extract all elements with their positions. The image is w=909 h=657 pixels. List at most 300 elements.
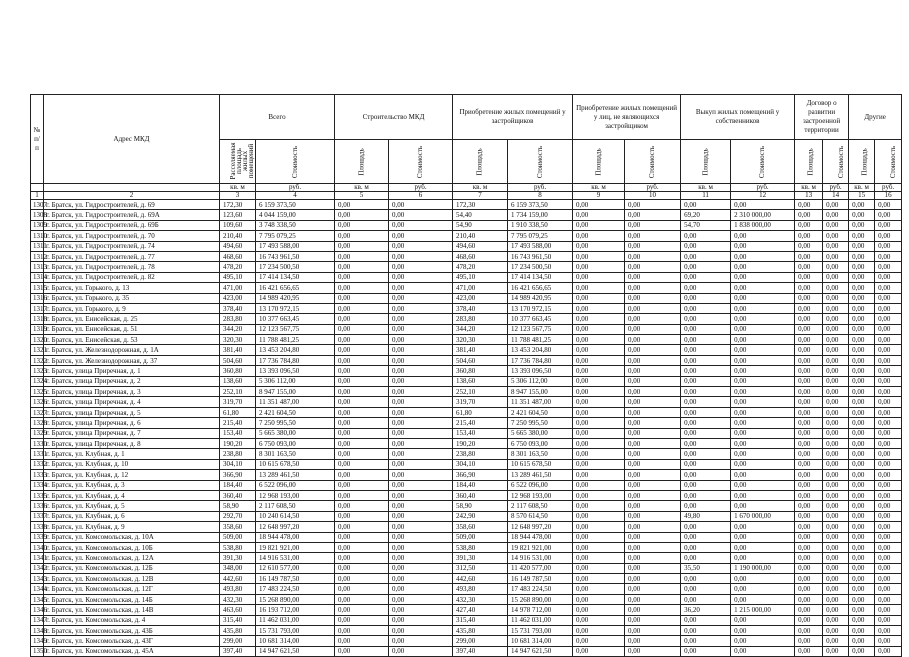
row-number-cell: 1331: [31, 449, 44, 459]
value-cell: 0,00: [573, 376, 625, 386]
value-cell: 0,00: [573, 366, 625, 376]
value-cell: 17 234 500,50: [256, 262, 335, 272]
value-cell: 0,00: [731, 615, 795, 625]
value-cell: 12 648 997,20: [508, 522, 573, 532]
value-cell: 11 351 487,00: [508, 397, 573, 407]
subheader-cost: [625, 140, 681, 184]
value-cell: 0,00: [731, 636, 795, 646]
value-cell: 0,00: [573, 449, 625, 459]
value-cell: 0,00: [681, 615, 731, 625]
value-cell: 0,00: [389, 542, 453, 552]
value-cell: 0,00: [731, 480, 795, 490]
address-cell: г. Братск, ул. Комсомольская, д. 14Б: [44, 594, 220, 604]
row-number-cell: 1309: [31, 220, 44, 230]
value-cell: 10 377 663,45: [256, 314, 335, 324]
table-row: [31, 345, 902, 355]
value-cell: 0,00: [731, 366, 795, 376]
value-cell: 0,00: [731, 241, 795, 251]
table-row: [31, 283, 902, 293]
value-cell: 0,00: [849, 511, 875, 521]
value-cell: 435,80: [220, 626, 256, 636]
value-cell: 0,00: [681, 231, 731, 241]
value-cell: 0,00: [875, 220, 902, 230]
value-cell: 0,00: [573, 251, 625, 261]
address-cell: г. Братск, ул. Клубная, д. 6: [44, 511, 220, 521]
column-number: 1: [31, 192, 44, 200]
subheader-label: Площадь: [357, 147, 366, 176]
value-cell: 252,10: [220, 387, 256, 397]
row-number-cell: 1335: [31, 490, 44, 500]
value-cell: 0,00: [573, 231, 625, 241]
value-cell: 0,00: [875, 563, 902, 573]
value-cell: 0,00: [823, 376, 849, 386]
value-cell: 319,70: [220, 397, 256, 407]
value-cell: 19 821 921,00: [256, 542, 335, 552]
column-number: 13: [795, 192, 823, 200]
row-number-cell: 1310: [31, 231, 44, 241]
value-cell: 0,00: [875, 210, 902, 220]
value-cell: 0,00: [681, 376, 731, 386]
value-cell: 0,00: [849, 272, 875, 282]
value-cell: 0,00: [823, 335, 849, 345]
table-row: [31, 449, 902, 459]
value-cell: 0,00: [875, 293, 902, 303]
value-cell: 2 310 000,00: [731, 210, 795, 220]
value-cell: 5 665 380,00: [508, 428, 573, 438]
value-cell: 0,00: [849, 563, 875, 573]
value-cell: 0,00: [625, 272, 681, 282]
value-cell: 442,60: [220, 574, 256, 584]
value-cell: 0,00: [681, 241, 731, 251]
value-cell: 0,00: [823, 553, 849, 563]
value-cell: 0,00: [795, 324, 823, 334]
value-cell: 0,00: [849, 522, 875, 532]
value-cell: 10 240 614,50: [256, 511, 335, 521]
value-cell: 0,00: [875, 449, 902, 459]
value-cell: 0,00: [335, 200, 389, 210]
value-cell: 184,40: [220, 480, 256, 490]
value-cell: 495,10: [220, 272, 256, 282]
value-cell: 0,00: [625, 511, 681, 521]
value-cell: 0,00: [335, 594, 389, 604]
value-cell: 0,00: [849, 532, 875, 542]
unit-cost: руб.: [731, 184, 795, 192]
column-number: 14: [823, 192, 849, 200]
subheader-cost: [875, 140, 902, 184]
value-cell: 0,00: [625, 220, 681, 230]
value-cell: 8 947 155,00: [508, 387, 573, 397]
value-cell: 0,00: [625, 459, 681, 469]
value-cell: 0,00: [625, 594, 681, 604]
value-cell: 0,00: [625, 532, 681, 542]
value-cell: 11 462 031,00: [256, 615, 335, 625]
address-cell: г. Братск, улица Приречная, д. 1: [44, 366, 220, 376]
subheader-cost: [508, 140, 573, 184]
header-group-total: Всего: [220, 95, 335, 140]
value-cell: 0,00: [731, 490, 795, 500]
value-cell: 0,00: [573, 459, 625, 469]
value-cell: 0,00: [389, 480, 453, 490]
value-cell: 0,00: [849, 584, 875, 594]
table-row: [31, 605, 902, 615]
value-cell: 0,00: [389, 605, 453, 615]
value-cell: 0,00: [389, 574, 453, 584]
value-cell: 0,00: [875, 438, 902, 448]
value-cell: 8 570 614,50: [508, 511, 573, 521]
value-cell: 0,00: [849, 262, 875, 272]
row-number-cell: 1322: [31, 355, 44, 365]
value-cell: 0,00: [625, 262, 681, 272]
address-cell: г. Братск, ул. Клубная, д. 5: [44, 501, 220, 511]
value-cell: 0,00: [573, 324, 625, 334]
column-number: 16: [875, 192, 902, 200]
value-cell: 0,00: [849, 459, 875, 469]
value-cell: 0,00: [625, 574, 681, 584]
value-cell: 0,00: [849, 449, 875, 459]
header-group-nondeveloper-purchase: Приобретение жилых помещений у лиц, не являющихся застройщиком: [573, 95, 681, 140]
value-cell: 0,00: [849, 636, 875, 646]
value-cell: 172,30: [453, 200, 508, 210]
value-cell: 19 821 921,00: [508, 542, 573, 552]
value-cell: 0,00: [681, 200, 731, 210]
value-cell: 493,80: [220, 584, 256, 594]
value-cell: 138,60: [220, 376, 256, 386]
value-cell: 0,00: [389, 262, 453, 272]
value-cell: 0,00: [335, 418, 389, 428]
value-cell: 54,90: [453, 220, 508, 230]
value-cell: 348,00: [220, 563, 256, 573]
value-cell: 0,00: [795, 480, 823, 490]
value-cell: 0,00: [849, 324, 875, 334]
value-cell: 0,00: [625, 407, 681, 417]
address-cell: г. Братск, ул. Комсомольская, д. 4: [44, 615, 220, 625]
value-cell: 0,00: [875, 594, 902, 604]
address-cell: г. Братск, ул. Горького, д. 13: [44, 283, 220, 293]
value-cell: 0,00: [625, 449, 681, 459]
table-row: [31, 355, 902, 365]
table-body: [31, 200, 902, 657]
value-cell: 8 947 155,00: [256, 387, 335, 397]
value-cell: 0,00: [335, 470, 389, 480]
value-cell: 0,00: [823, 345, 849, 355]
unit-area: кв. м: [681, 184, 731, 192]
value-cell: 0,00: [731, 345, 795, 355]
value-cell: 13 289 461,50: [256, 470, 335, 480]
value-cell: 238,80: [453, 449, 508, 459]
value-cell: 0,00: [823, 231, 849, 241]
value-cell: 0,00: [731, 542, 795, 552]
value-cell: 0,00: [795, 220, 823, 230]
value-cell: 0,00: [625, 470, 681, 480]
value-cell: 0,00: [875, 355, 902, 365]
value-cell: 0,00: [335, 542, 389, 552]
value-cell: 360,40: [220, 490, 256, 500]
value-cell: 0,00: [335, 563, 389, 573]
row-number-cell: 1313: [31, 262, 44, 272]
value-cell: 6 159 373,50: [508, 200, 573, 210]
value-cell: 0,00: [335, 220, 389, 230]
table-row: [31, 563, 902, 573]
value-cell: 0,00: [795, 563, 823, 573]
value-cell: 391,30: [453, 553, 508, 563]
value-cell: 0,00: [573, 522, 625, 532]
address-cell: г. Братск, ул. Гидростроителей, д. 82: [44, 272, 220, 282]
value-cell: 0,00: [795, 314, 823, 324]
value-cell: 0,00: [573, 418, 625, 428]
value-cell: 0,00: [335, 241, 389, 251]
value-cell: 0,00: [389, 532, 453, 542]
value-cell: 0,00: [573, 272, 625, 282]
value-cell: 0,00: [795, 241, 823, 251]
value-cell: 12 648 997,20: [256, 522, 335, 532]
table-row: [31, 231, 902, 241]
row-number-cell: 1338: [31, 522, 44, 532]
value-cell: 6 522 096,00: [256, 480, 335, 490]
address-cell: г. Братск, ул. Гидростроителей, д. 77: [44, 251, 220, 261]
value-cell: 0,00: [875, 626, 902, 636]
value-cell: 0,00: [875, 407, 902, 417]
table-row: [31, 272, 902, 282]
value-cell: 0,00: [389, 553, 453, 563]
value-cell: 14 916 531,00: [256, 553, 335, 563]
value-cell: 12 123 567,75: [256, 324, 335, 334]
value-cell: 0,00: [625, 584, 681, 594]
address-cell: г. Братск, улица Приречная, д. 5: [44, 407, 220, 417]
value-cell: 0,00: [849, 387, 875, 397]
value-cell: 8 301 163,50: [508, 449, 573, 459]
value-cell: 17 414 134,50: [508, 272, 573, 282]
value-cell: 0,00: [573, 532, 625, 542]
row-number-cell: 1328: [31, 418, 44, 428]
value-cell: 0,00: [681, 438, 731, 448]
value-cell: 17 493 588,00: [508, 241, 573, 251]
address-cell: г. Братск, ул. Клубная, д. 12: [44, 470, 220, 480]
row-number-cell: 1342: [31, 563, 44, 573]
value-cell: 7 795 079,25: [256, 231, 335, 241]
column-number: 2: [44, 192, 220, 200]
value-cell: 6 522 096,00: [508, 480, 573, 490]
value-cell: 153,40: [453, 428, 508, 438]
value-cell: 0,00: [795, 636, 823, 646]
unit-area: кв. м: [220, 184, 256, 192]
value-cell: 0,00: [389, 397, 453, 407]
value-cell: 0,00: [625, 355, 681, 365]
value-cell: 0,00: [573, 470, 625, 480]
value-cell: 0,00: [731, 470, 795, 480]
value-cell: 0,00: [875, 522, 902, 532]
value-cell: 0,00: [849, 335, 875, 345]
value-cell: 0,00: [823, 366, 849, 376]
value-cell: 0,00: [573, 407, 625, 417]
column-number: 7: [453, 192, 508, 200]
value-cell: 0,00: [795, 200, 823, 210]
value-cell: 0,00: [823, 210, 849, 220]
value-cell: 0,00: [681, 501, 731, 511]
value-cell: 432,30: [220, 594, 256, 604]
value-cell: 10 615 678,50: [508, 459, 573, 469]
value-cell: 0,00: [731, 553, 795, 563]
row-number-cell: 1325: [31, 387, 44, 397]
row-number-cell: 1323: [31, 366, 44, 376]
value-cell: 0,00: [731, 449, 795, 459]
address-cell: г. Братск, ул. Клубная, д. 10: [44, 459, 220, 469]
value-cell: 14 947 621,50: [508, 646, 573, 656]
value-cell: 391,30: [220, 553, 256, 563]
value-cell: 6 750 093,00: [256, 438, 335, 448]
value-cell: 0,00: [681, 272, 731, 282]
value-cell: 6 750 093,00: [508, 438, 573, 448]
value-cell: 0,00: [795, 438, 823, 448]
value-cell: 495,10: [453, 272, 508, 282]
value-cell: 0,00: [335, 262, 389, 272]
address-cell: г. Братск, ул. Комсомольская, д. 14В: [44, 605, 220, 615]
value-cell: 0,00: [389, 251, 453, 261]
value-cell: 0,00: [681, 522, 731, 532]
value-cell: 0,00: [389, 428, 453, 438]
value-cell: 3 748 338,50: [256, 220, 335, 230]
value-cell: 0,00: [681, 574, 731, 584]
value-cell: 319,70: [453, 397, 508, 407]
value-cell: 0,00: [335, 293, 389, 303]
value-cell: 0,00: [389, 200, 453, 210]
value-cell: 304,10: [220, 459, 256, 469]
value-cell: 0,00: [389, 563, 453, 573]
value-cell: 0,00: [875, 231, 902, 241]
value-cell: 0,00: [795, 501, 823, 511]
value-cell: 10 681 314,00: [256, 636, 335, 646]
row-number-cell: 1307: [31, 200, 44, 210]
value-cell: 0,00: [875, 490, 902, 500]
row-number-cell: 1341: [31, 553, 44, 563]
value-cell: 0,00: [625, 210, 681, 220]
value-cell: 0,00: [795, 397, 823, 407]
address-cell: г. Братск, улица Приречная, д. 6: [44, 418, 220, 428]
value-cell: 13 170 972,15: [256, 303, 335, 313]
subheader-area: [573, 140, 625, 184]
table-row: [31, 324, 902, 334]
table-row: [31, 594, 902, 604]
table-row: [31, 553, 902, 563]
value-cell: 0,00: [573, 636, 625, 646]
value-cell: 0,00: [849, 314, 875, 324]
value-cell: 0,00: [875, 283, 902, 293]
value-cell: 0,00: [795, 532, 823, 542]
value-cell: 0,00: [573, 293, 625, 303]
value-cell: 0,00: [625, 480, 681, 490]
value-cell: 0,00: [335, 366, 389, 376]
value-cell: 0,00: [335, 438, 389, 448]
row-number-cell: 1315: [31, 283, 44, 293]
value-cell: 0,00: [795, 605, 823, 615]
value-cell: 0,00: [681, 335, 731, 345]
value-cell: 0,00: [823, 563, 849, 573]
value-cell: 0,00: [875, 459, 902, 469]
value-cell: 0,00: [875, 615, 902, 625]
table-row: [31, 241, 902, 251]
table-row: [31, 522, 902, 532]
value-cell: 2 117 608,50: [256, 501, 335, 511]
value-cell: 0,00: [875, 324, 902, 334]
value-cell: 7 250 995,50: [508, 418, 573, 428]
value-cell: 0,00: [573, 428, 625, 438]
value-cell: 320,30: [453, 335, 508, 345]
value-cell: 0,00: [335, 605, 389, 615]
value-cell: 0,00: [795, 418, 823, 428]
value-cell: 0,00: [389, 355, 453, 365]
value-cell: 468,60: [220, 251, 256, 261]
value-cell: 13 453 204,80: [508, 345, 573, 355]
value-cell: 0,00: [681, 449, 731, 459]
address-cell: г. Братск, ул. Комсомольская, д. 45А: [44, 646, 220, 656]
value-cell: 13 393 096,50: [256, 366, 335, 376]
value-cell: 0,00: [573, 241, 625, 251]
value-cell: 11 462 031,00: [508, 615, 573, 625]
value-cell: 0,00: [625, 438, 681, 448]
value-cell: 0,00: [731, 314, 795, 324]
value-cell: 0,00: [625, 553, 681, 563]
value-cell: 1 734 159,00: [508, 210, 573, 220]
subheader-label: Стоимость: [889, 145, 898, 178]
value-cell: 0,00: [795, 376, 823, 386]
subheader-area: [335, 140, 389, 184]
value-cell: 0,00: [389, 438, 453, 448]
value-cell: 0,00: [875, 262, 902, 272]
value-cell: 0,00: [875, 501, 902, 511]
subheader-cost: [256, 140, 335, 184]
subheader-label: Площадь: [476, 147, 485, 176]
value-cell: 0,00: [335, 532, 389, 542]
value-cell: 0,00: [625, 563, 681, 573]
value-cell: 538,80: [220, 542, 256, 552]
value-cell: 0,00: [795, 345, 823, 355]
value-cell: 538,80: [453, 542, 508, 552]
value-cell: 0,00: [823, 272, 849, 282]
value-cell: 10 681 314,00: [508, 636, 573, 646]
value-cell: 16 193 712,00: [256, 605, 335, 615]
value-cell: 0,00: [625, 387, 681, 397]
address-cell: г. Братск, ул. Комсомольская, д. 10Б: [44, 542, 220, 552]
value-cell: 0,00: [681, 314, 731, 324]
address-cell: г. Братск, ул. Комсомольская, д. 12В: [44, 574, 220, 584]
value-cell: 0,00: [389, 418, 453, 428]
value-cell: 0,00: [335, 272, 389, 282]
value-cell: 0,00: [795, 449, 823, 459]
value-cell: 0,00: [681, 324, 731, 334]
value-cell: 0,00: [625, 200, 681, 210]
value-cell: 0,00: [681, 542, 731, 552]
value-cell: 0,00: [795, 574, 823, 584]
value-cell: 0,00: [389, 407, 453, 417]
value-cell: 2 421 604,50: [256, 407, 335, 417]
value-cell: 0,00: [681, 407, 731, 417]
value-cell: 509,00: [220, 532, 256, 542]
value-cell: 471,00: [453, 283, 508, 293]
value-cell: 0,00: [823, 605, 849, 615]
address-cell: г. Братск, ул. Комсомольская, д. 43Г: [44, 636, 220, 646]
value-cell: 0,00: [849, 574, 875, 584]
column-number: 4: [256, 192, 335, 200]
value-cell: 0,00: [335, 428, 389, 438]
value-cell: 0,00: [795, 335, 823, 345]
table-row: [31, 511, 902, 521]
value-cell: 360,80: [220, 366, 256, 376]
value-cell: 14 947 621,50: [256, 646, 335, 656]
value-cell: 0,00: [823, 251, 849, 261]
value-cell: 0,00: [573, 283, 625, 293]
value-cell: 0,00: [573, 605, 625, 615]
value-cell: 0,00: [875, 605, 902, 615]
value-cell: 0,00: [681, 251, 731, 261]
